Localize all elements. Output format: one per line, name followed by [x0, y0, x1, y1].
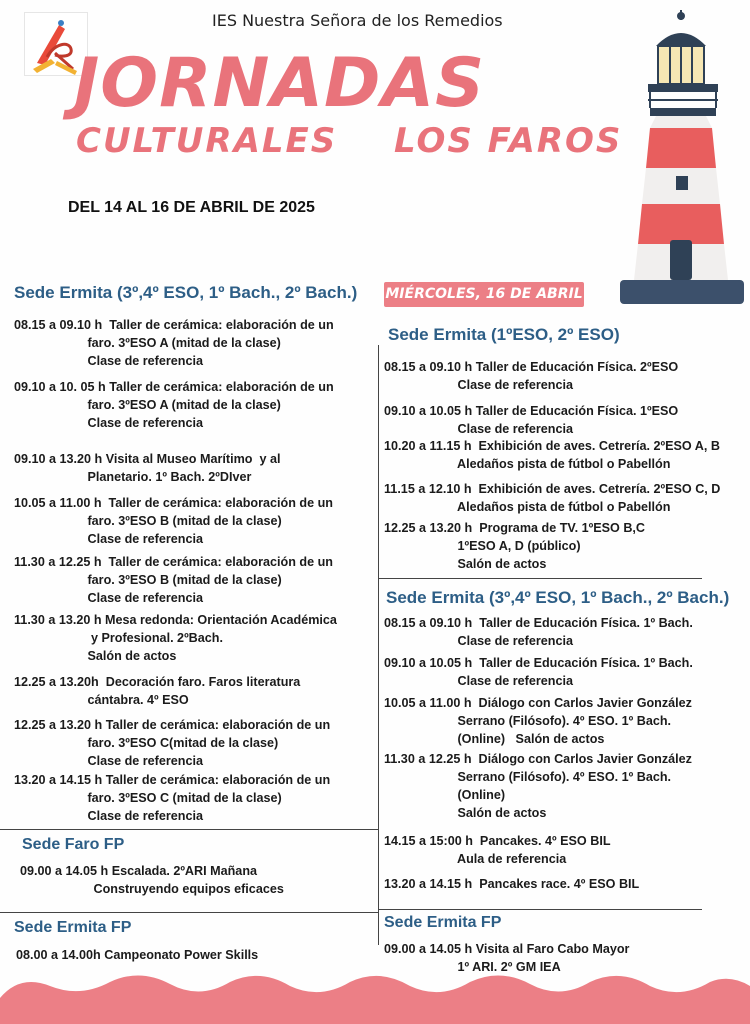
- left-sede1-entry-6: 12.25 a 13.20h Decoración faro. Faros literatura cántabra. 4º ESO: [14, 675, 301, 707]
- left-sede1-entry-0: 08.15 a 09.10 h Taller de cerámica: elaboración de un faro. 3ºESO A (mitad de la clase) Clase de referencia: [14, 318, 334, 368]
- left-sede-ermita-fp-heading: Sede Ermita FP: [14, 919, 132, 936]
- right-sede2-entry-2: 10.05 a 11.00 h Diálogo con Carlos Javier González Serrano (Filósofo). 4º ESO. 1º Bach. (Online) Salón de actos: [384, 696, 692, 746]
- right-sede1-entry-1: 09.10 a 10.05 h Taller de Educación Física. 1ºESO Clase de referencia: [384, 404, 679, 436]
- event-subtitle-culturales: CULTURALES: [76, 121, 338, 161]
- right-sede2-entry-5: 13.20 a 14.15 h Pancakes race. 4º ESO BIL: [384, 877, 640, 891]
- right-sede-ermita-bach-heading: Sede Ermita (3º,4º ESO, 1º Bach., 2º Bach.): [386, 588, 730, 607]
- left-sede1-entry-2: 09.10 a 13.20 h Visita al Museo Marítimo y al Planetario. 1º Bach. 2ºDIver: [14, 452, 281, 484]
- left-divider-1: [0, 829, 378, 830]
- left-sede1-entry-7: 12.25 a 13.20 h Taller de cerámica: elaboración de un faro. 3ºESO C(mitad de la clase) Clase de referencia: [14, 718, 331, 768]
- right-sede1-entry-4: 12.25 a 13.20 h Programa de TV. 1ºESO B,C 1ºESO A, D (público) Salón de actos: [384, 521, 646, 571]
- right-sede2-entry-3: 11.30 a 12.25 h Diálogo con Carlos Javier González Serrano (Filósofo). 4º ESO. 1º Bach. (Online) Salón de actos: [384, 752, 692, 820]
- right-sede1-entry-2: 10.20 a 11.15 h Exhibición de aves. Cetrería. 2ºESO A, B Aledaños pista de fútbol o Pabellón: [384, 439, 720, 471]
- right-sede2-entry-0: 08.15 a 09.10 h Taller de Educación Física. 1º Bach. Clase de referencia: [384, 616, 693, 648]
- left-sede1-entry-5: 11.30 a 13.20 h Mesa redonda: Orientación Académica y Profesional. 2ºBach. Salón de actos: [14, 613, 337, 663]
- left-sede-faro-heading: Sede Faro FP: [22, 836, 125, 853]
- left-sede1-entry-8: 13.20 a 14.15 h Taller de cerámica: elaboración de un faro. 3ºESO C (mitad de la clase) Clase de referencia: [14, 773, 331, 823]
- event-subtitle-faros: LOS FAROS: [394, 121, 623, 161]
- right-sede2-entry-4: 14.15 a 15:00 h Pancakes. 4º ESO BIL Aula de referencia: [384, 834, 611, 866]
- left-sede1-entry-4: 11.30 a 12.25 h Taller de cerámica: elaboración de un faro. 3ºESO B (mitad de la clase) Clase de referencia: [14, 555, 333, 605]
- left-sede3-entry-0: 08.00 a 14.00h Campeonato Power Skills: [16, 948, 259, 962]
- right-sede3-entry-0: 09.00 a 14.05 h Visita al Faro Cabo Mayor 1º ARI. 2º GM IEA: [384, 942, 630, 974]
- right-sede1-entry-3: 11.15 a 12.10 h Exhibición de aves. Cetrería. 2ºESO C, D Aledaños pista de fútbol o Pabellón: [384, 482, 721, 514]
- left-divider-2: [0, 912, 378, 913]
- right-divider-2: [378, 909, 702, 910]
- left-sede-ermita-heading: Sede Ermita (3º,4º ESO, 1º Bach., 2º Bach.): [14, 283, 358, 302]
- right-divider-1: [378, 578, 702, 579]
- school-name: IES Nuestra Señora de los Remedios: [212, 11, 503, 30]
- left-sede1-entry-3: 10.05 a 11.00 h Taller de cerámica: elaboración de un faro. 3ºESO B (mitad de la clase) Clase de referencia: [14, 496, 333, 546]
- decorative-waves: [0, 968, 750, 1024]
- left-sede2-entry-0: 09.00 a 14.05 h Escalada. 2ºARI Mañana Construyendo equipos eficaces: [20, 864, 284, 896]
- event-title: JORNADAS: [74, 44, 486, 123]
- right-sede2-entry-1: 09.10 a 10.05 h Taller de Educación Física. 1º Bach. Clase de referencia: [384, 656, 693, 688]
- right-sede-ermita-fp-heading: Sede Ermita FP: [384, 914, 502, 931]
- left-sede1-entry-1: 09.10 a 10. 05 h Taller de cerámica: elaboración de un faro. 3ºESO A (mitad de la clase) Clase de referencia: [14, 380, 334, 430]
- right-sede1-entry-0: 08.15 a 09.10 h Taller de Educación Física. 2ºESO Clase de referencia: [384, 360, 679, 392]
- lighthouse-illustration: [612, 8, 748, 308]
- right-sede-ermita-eso-heading: Sede Ermita (1ºESO, 2º ESO): [388, 325, 620, 344]
- column-divider: [378, 345, 379, 945]
- day-badge: MIÉRCOLES, 16 DE ABRIL: [384, 282, 584, 307]
- event-dates: DEL 14 AL 16 DE ABRIL DE 2025: [68, 199, 315, 216]
